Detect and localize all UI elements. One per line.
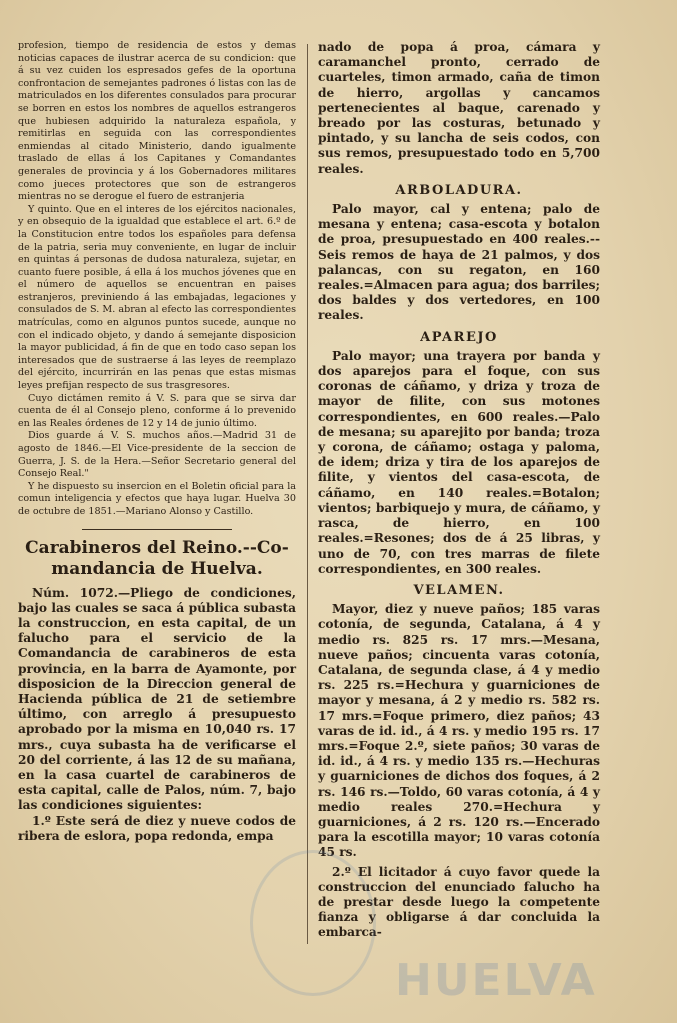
paragraph: Dios guarde á V. S. muchos años.—Madrid 31 de agosto de 1846.—El Vice-presidente de la seccion de Guerra, J. S. de la Hera.—Señor Secretario general del Consejo Real." [18, 430, 296, 480]
paragraph: Y he dispuesto su insercion en el Boletin oficial para la comun inteligencia y efectos que haya lugar. Huelva 30 de octubre de 1851.—Mariano Alonso y Castillo. [18, 480, 296, 517]
paragraph: Palo mayor; una trayera por banda y dos aparejos para el foque, con sus coronas de cáñamo, y driza y troza de mayor de filite, con sus motones correspondientes, en 600 reales.—Palo de mesana; su aparejito por banda; troza y corona, de cáñamo; ostaga y paloma, de idem; driza y tira de los aparejos de filite, y vientos del casa-escota, de cáñamo, en 140 reales.=Botalon; vientos; barbiquejo y mura, de cáñamo, y rasca, de hierro, en 100 reales.=Resones; dos de á 25 libras, y uno de 70, con tres marras de filete correspondientes, en 300 reales. [318, 348, 600, 576]
left-column [18, 40, 296, 844]
section-title-velamen: VELAMEN. [413, 582, 505, 598]
paragraph: Palo mayor, cal y entena; palo de mesana y entena; casa-escota y botalon de proa, presupuestado en 400 reales.--Seis remos de haya de 21 palmos, y dos palancas, con su regaton, en 160 reales.=Almacen para agua; dos barriles; dos baldes y dos vertedores, en 100 reales. [318, 202, 600, 323]
section-heading [18, 538, 296, 580]
watermark-text: HUELVA [395, 955, 597, 1006]
paragraph: Mayor, diez y nueve paños; 185 varas cotonía, de segunda, Catalana, á 4 y medio rs. 825 rs. 17 mrs.—Mesana, nueve paños; cincuenta varas cotonía, Catalana, de segunda clase, á 4 y medio rs. 225 rs.=Hechura y guarniciones de mayor y mesana, á 2 y medio rs. 582 rs. 17 mrs.=Foque primero, diez paños; 43 varas de id. id., á 4 rs. y medio 195 rs. 17 mrs.=Foque 2.º, siete paños; 30 varas de id. id., á 4 rs. y medio 135 rs.—Hechuras y guarniciones de dichos dos foques, á 2 rs. 146 rs.—Toldo, 60 varas cotonía, á 4 y medio reales 270.=Hechura y guarniciones, á 2 rs. 120 rs.—Encerado para la escotilla mayor; 10 varas cotonía 45 rs. [318, 602, 600, 860]
tender-text [18, 586, 296, 844]
right-column [318, 40, 600, 941]
paragraph: 2.º El licitador á cuyo favor quede la construccion del enunciado falucho ha de prestar desde luego la competente fianza y obligarse á dar concluida la embarca- [318, 864, 600, 940]
paragraph: profesion, tiempo de residencia de estos y demas noticias capaces de ilustrar acerca de su condicion: que á su vez cuiden los espresados gefes de la oportuna confrontacion de semejantes padrones ó listas con las de matriculados en los diferentes consulados para procurar se borren en estos los nombres de aquellos estrangeros que hubiesen adquirido la naturaleza española, y remitirlas en seguida con las correspondientes enmiendas al citado Ministerio, dando igualmente traslado de ellas á los Capitanes y Comandantes generales de provincia y á los Gobernadores militares como jueces protectores que son de estrangeros mientras no se derogue el fuero de estranjeria [18, 40, 296, 203]
heading-line-1: Carabineros del Reino.--Co- [25, 537, 289, 558]
section-divider [82, 529, 232, 530]
paragraph: 1.º Este será de diez y nueve codos de ribera de eslora, popa redonda, empa [18, 813, 296, 843]
section-title-aparejo: APAREJO [420, 329, 498, 345]
section-title-arboladura: ARBOLADURA. [395, 182, 523, 198]
paragraph: nado de popa á proa, cámara y caramanchel pronto, cerrado de cuarteles, timon armado, caña de timon de hierro, argollas y cancamos pertenecientes al baque, carenado y breado por las costuras, betunado y pintado, y su lancha de seis codos, con sus remos, presupuestado todo en 5,700 reales. [318, 40, 600, 176]
paragraph: Núm. 1072.—Pliego de condiciones, bajo las cuales se saca á pública subasta la construccion, en esta capital, de un falucho para el servicio de la Comandancia de carabineros de esta provincia, en la barra de Ayamonte, por disposicion de la Direccion general de Hacienda pública de 21 de setiembre último, con arreglo á presupuesto aprobado por la misma en 10,040 rs. 17 mrs., cuya subasta ha de verificarse el 20 del corriente, á las 12 de su mañana, en la casa cuartel de carabineros de esta capital, calle de Palos, núm. 7, bajo las condiciones siguientes: [18, 585, 296, 813]
decree-text [18, 40, 296, 519]
column-divider [307, 44, 308, 944]
paragraph: Cuyo dictámen remito á V. S. para que se sirva dar cuenta de él al Consejo pleno, conforme á lo prevenido en las Reales órdenes de 12 y 14 de junio último. [18, 392, 296, 429]
heading-line-2: mandancia de Huelva. [51, 558, 263, 579]
paragraph: Y quinto. Que en el interes de los ejércitos nacionales, y en obsequio de la igualdad que establece el art. 6.º de la Constitucion entre todos los españoles para defensa de la patria, seria muy conveniente, en lugar de incluir en quintas á personas de dudosa naturaleza, sujetar, en cuanto fuere posible, á ella á los muchos jóvenes que en el número de aquellos se encuentran en paises estranjeros, previniendo á las embajadas, legaciones y consulados de S. M. abran al efecto las correspondientes matrículas, como en algunos puntos sucede, aunque no con el indicado objeto, y dando á semejante disposicion la mayor publicidad, á fin de que en todo caso sepan los interesados que de sustraerse á las leyes de reemplazo del ejército, incurrirán en las penas que estas mismas leyes prefijan respecto de sus trasgresores. [18, 203, 296, 392]
watermark-seal-icon [250, 850, 376, 996]
